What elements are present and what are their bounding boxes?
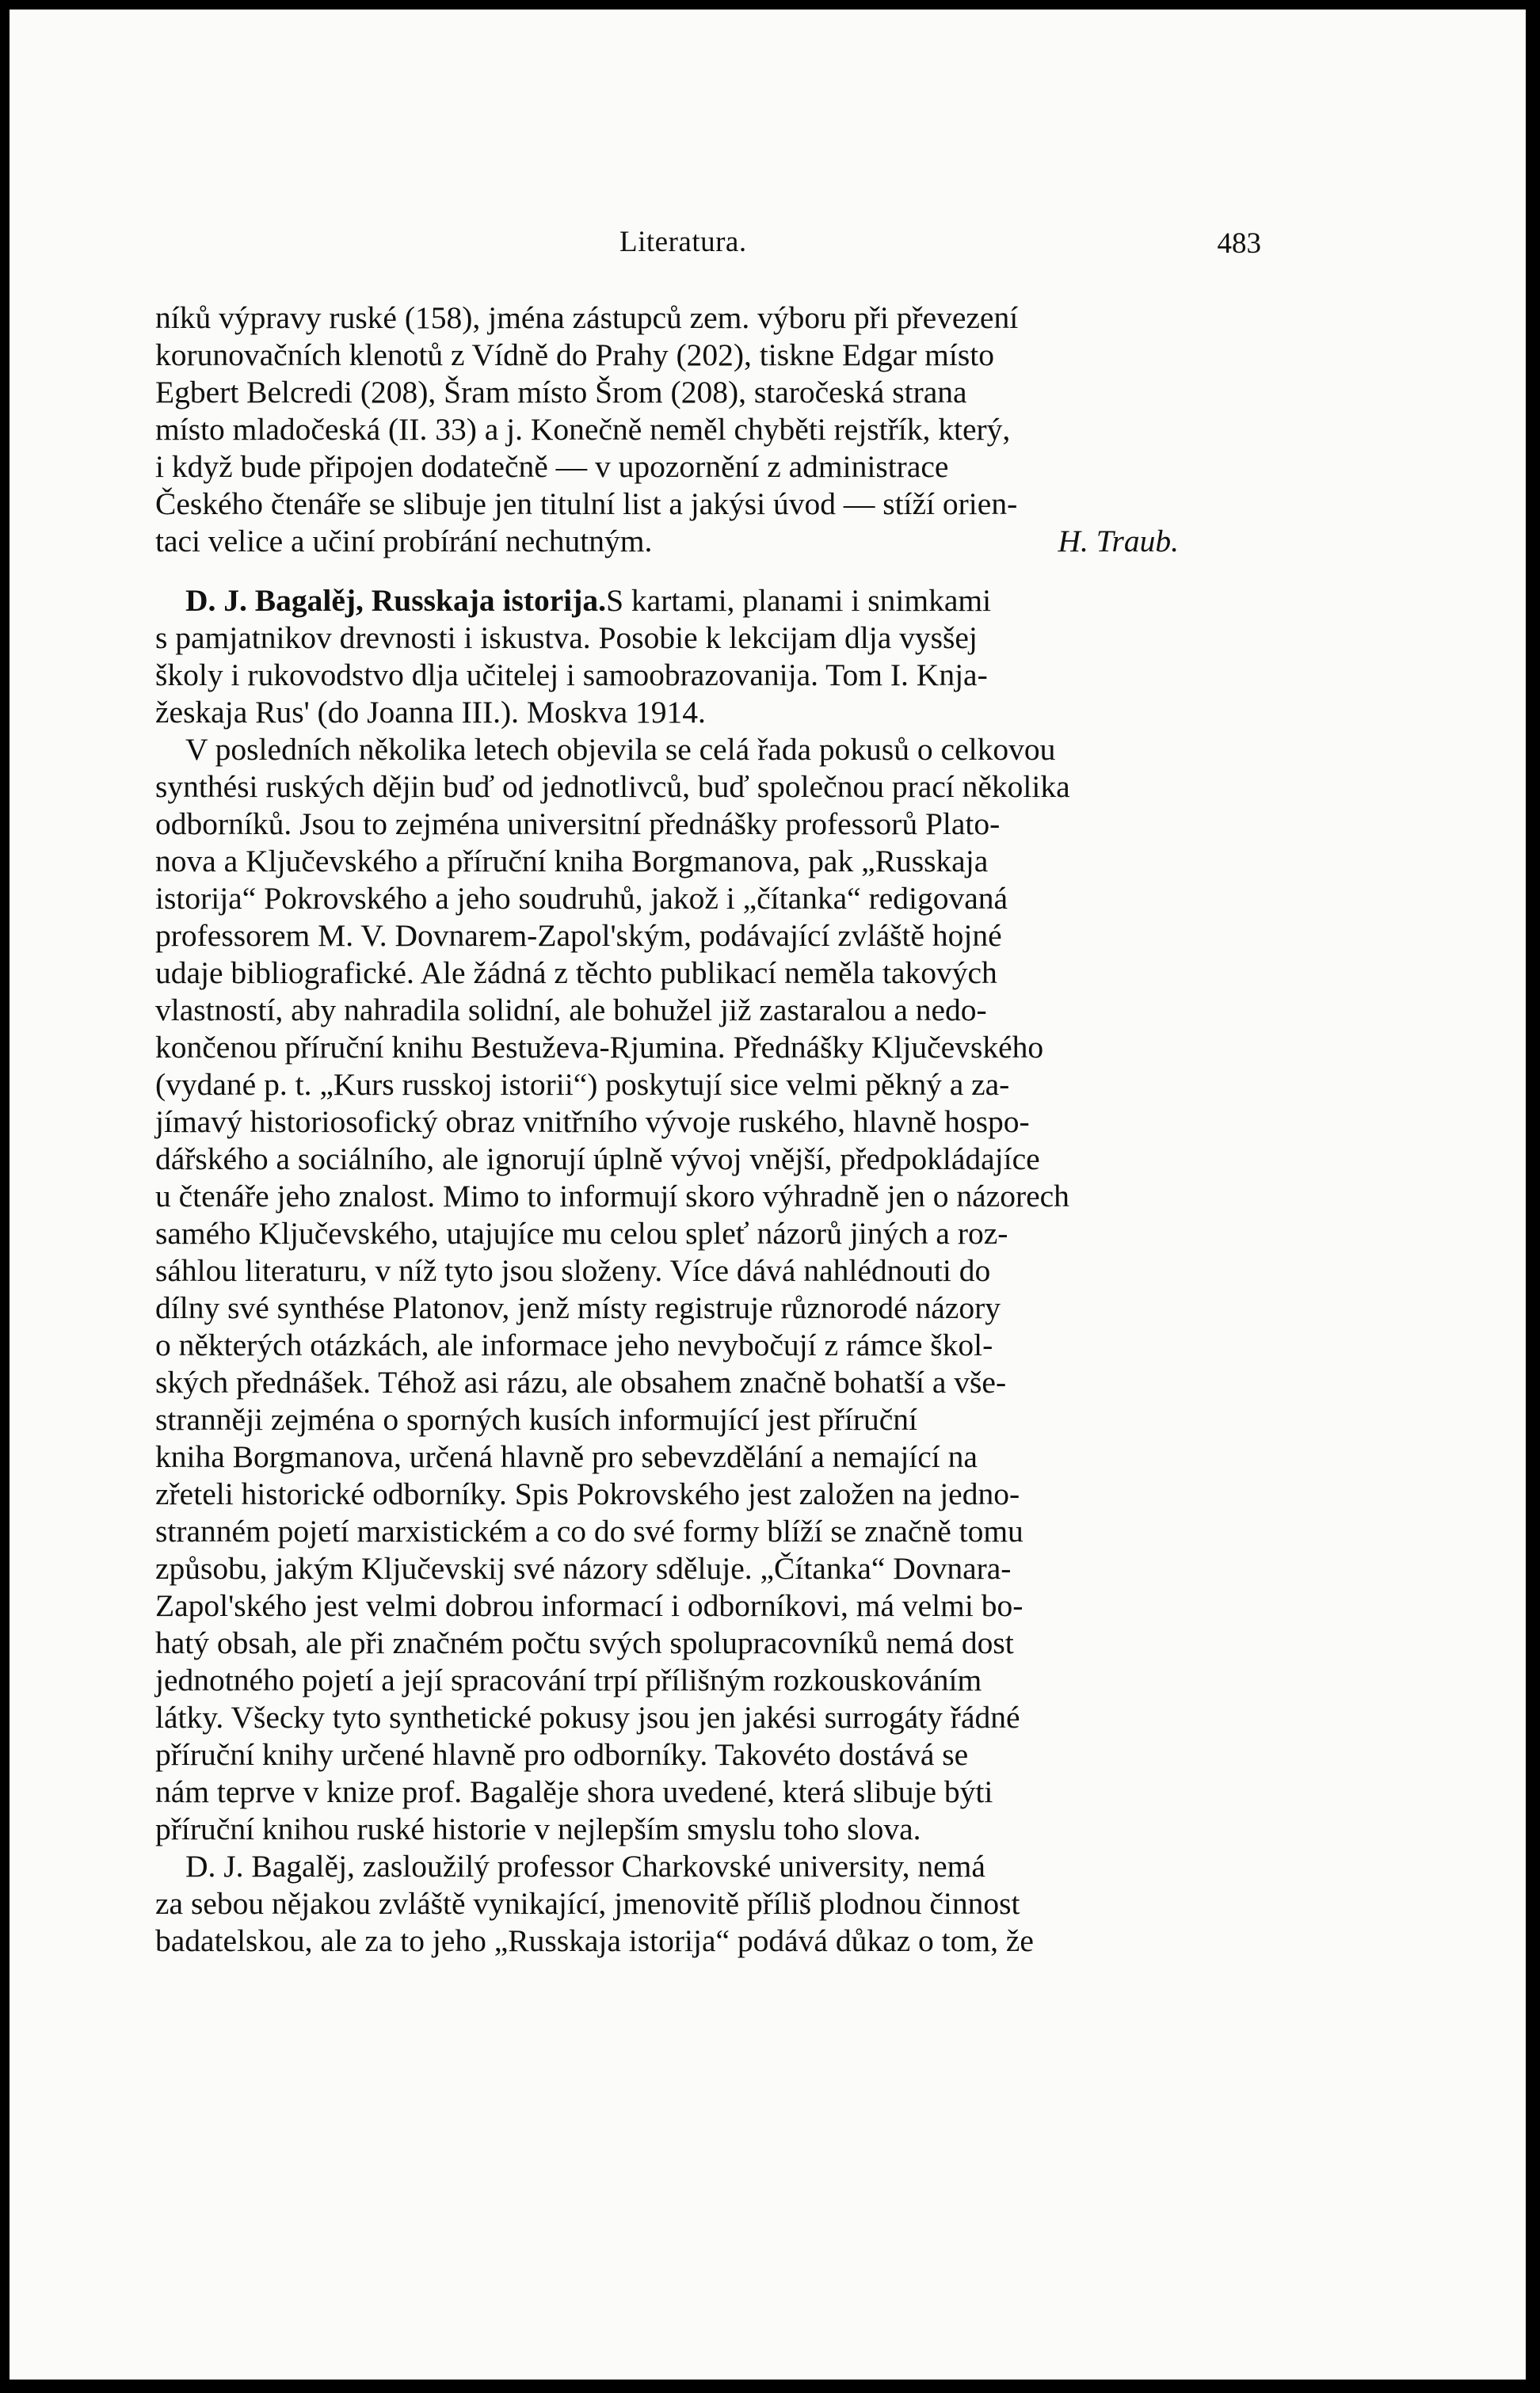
paragraph-review-body xyxy=(155,731,1258,1848)
text-line-with-signature xyxy=(155,523,1258,560)
text-line: i když bude připojen dodatečně — v upozornění z administrace xyxy=(155,449,949,484)
text-line: nám teprve v knize prof. Bagalěje shora uvedené, která slibuje býti xyxy=(155,1774,993,1809)
text-line: istorija“ Pokrovského a jeho soudruhů, jakož i „čítanka“ redigovaná xyxy=(155,881,1008,916)
text-line: školy i rukovodstvo dlja učitelej i samoobrazovanija. Tom I. Knja- xyxy=(155,657,988,692)
text-line: odborníků. Jsou to zejména universitní přednášky professorů Plato- xyxy=(155,806,1001,841)
body-text xyxy=(155,299,1258,1960)
bibliographic-entry xyxy=(155,582,1258,731)
text-line: badatelskou, ale za to jeho „Russkaja istorija“ podává důkaz o tom, že xyxy=(155,1923,1034,1958)
text-line: končenou příruční knihu Bestuževa-Rjumina. Přednášky Ključevského xyxy=(155,1030,1044,1065)
text-line xyxy=(155,582,1258,619)
text-line: stranněji zejména o sporných kusích informující jest příruční xyxy=(155,1402,918,1437)
page-number: 483 xyxy=(1217,227,1261,260)
text-line: synthési ruských dějin buď od jednotlivců, buď společnou prací několika xyxy=(155,769,1070,804)
text-line: udaje bibliografické. Ale žádná z těchto publikací neměla takových xyxy=(155,955,997,990)
paragraph-author-intro xyxy=(155,1848,1258,1960)
text-line: žeskaja Rus' (do Joanna III.). Moskva 1914. xyxy=(155,695,706,730)
text-line: příruční knihou ruské historie v nejlepším smyslu toho slova. xyxy=(155,1812,921,1846)
text-line: dílny své synthése Platonov, jenž místy registruje různorodé názory xyxy=(155,1290,1001,1325)
text-line: jímavý historiosofický obraz vnitřního vývoje ruského, hlavně hospo- xyxy=(155,1104,1030,1139)
reviewer-signature: H. Traub. xyxy=(1058,524,1179,558)
text-line: níků výpravy ruské (158), jména zástupců zem. výboru při převezení xyxy=(155,300,1019,335)
text-line: u čtenáře jeho znalost. Mimo to informují skoro výhradně jen o názorech xyxy=(155,1179,1069,1214)
text-line: způsobu, jakým Ključevskij své názory sděluje. „Čítanka“ Dovnara- xyxy=(155,1551,1012,1586)
text-line: za sebou nějakou zvláště vynikající, jmenovitě příliš plodnou činnost xyxy=(155,1886,1020,1921)
entry-subtitle: S kartami, planami i snimkami xyxy=(606,583,992,618)
text-line: hatý obsah, ale při značném počtu svých spolupracovníků nemá dost xyxy=(155,1625,1014,1660)
text-line: ských přednášek. Téhož asi rázu, ale obsahem značně bohatší a vše- xyxy=(155,1365,1007,1400)
text-line-end: taci velice a učiní probírání nechutným. xyxy=(155,524,653,558)
text-line: stranném pojetí marxistickém a co do své formy blíží se značně tomu xyxy=(155,1514,1023,1549)
text-line: D. J. Bagalěj, zasloužilý professor Charkovské university, nemá xyxy=(185,1849,985,1884)
text-line: korunovačních klenotů z Vídně do Prahy (202), tiskne Edgar místo xyxy=(155,337,994,372)
entry-title: D. J. Bagalěj, Russkaja istorija. xyxy=(185,583,607,618)
text-line: jednotného pojetí a její spracování trpí přílišným rozkouskováním xyxy=(155,1663,982,1698)
text-line: zřeteli historické odborníky. Spis Pokrovského jest založen na jedno- xyxy=(155,1477,1020,1511)
text-line: dářského a sociálního, ale ignorují úplně vývoj vnější, předpokládajíce xyxy=(155,1141,1040,1176)
document-page xyxy=(10,10,1526,2380)
text-line: sáhlou literaturu, v níž tyto jsou složeny. Více dává nahlédnouti do xyxy=(155,1253,991,1288)
text-line: professorem M. V. Dovnarem-Zapol'ským, podávající zvláště hojné xyxy=(155,918,1002,953)
paragraph-review-continuation xyxy=(155,299,1258,560)
page-header xyxy=(168,225,1277,265)
text-line: vlastností, aby nahradila solidní, ale bohužel již zastaralou a nedo- xyxy=(155,993,987,1027)
text-line: Egbert Belcredi (208), Šram místo Šrom (208), staročeská strana xyxy=(155,375,967,410)
text-line: o některých otázkách, ale informace jeho nevybočují z rámce škol- xyxy=(155,1328,993,1362)
text-line: s pamjatnikov drevnosti i iskustva. Posobie k lekcijam dlja vysšej xyxy=(155,620,978,655)
text-line: látky. Všecky tyto synthetické pokusy jsou jen jakési surrogáty řádné xyxy=(155,1700,1020,1735)
text-line: Zapol'ského jest velmi dobrou informací i odborníkovi, má velmi bo- xyxy=(155,1588,1023,1623)
text-line: nova a Ključevského a příruční kniha Borgmanova, pak „Russkaja xyxy=(155,844,989,878)
text-line: V posledních několika letech objevila se celá řada pokusů o celkovou xyxy=(185,732,1056,767)
text-line: kniha Borgmanova, určená hlavně pro sebevzdělání a nemající na xyxy=(155,1439,978,1474)
text-line: (vydané p. t. „Kurs russkoj istorii“) poskytují sice velmi pěkný a za- xyxy=(155,1067,1010,1102)
text-line: příruční knihy určené hlavně pro odborníky. Takovéto dostává se xyxy=(155,1737,969,1772)
text-line: Českého čtenáře se slibuje jen titulní list a jakýsi úvod — stíží orien- xyxy=(155,486,1018,521)
text-line: místo mladočeská (II. 33) a j. Konečně neměl chyběti rejstřík, který, xyxy=(155,412,1011,447)
text-line: samého Ključevského, utajujíce mu celou spleť názorů jiných a roz- xyxy=(155,1216,1008,1251)
running-title: Literatura. xyxy=(619,226,747,258)
